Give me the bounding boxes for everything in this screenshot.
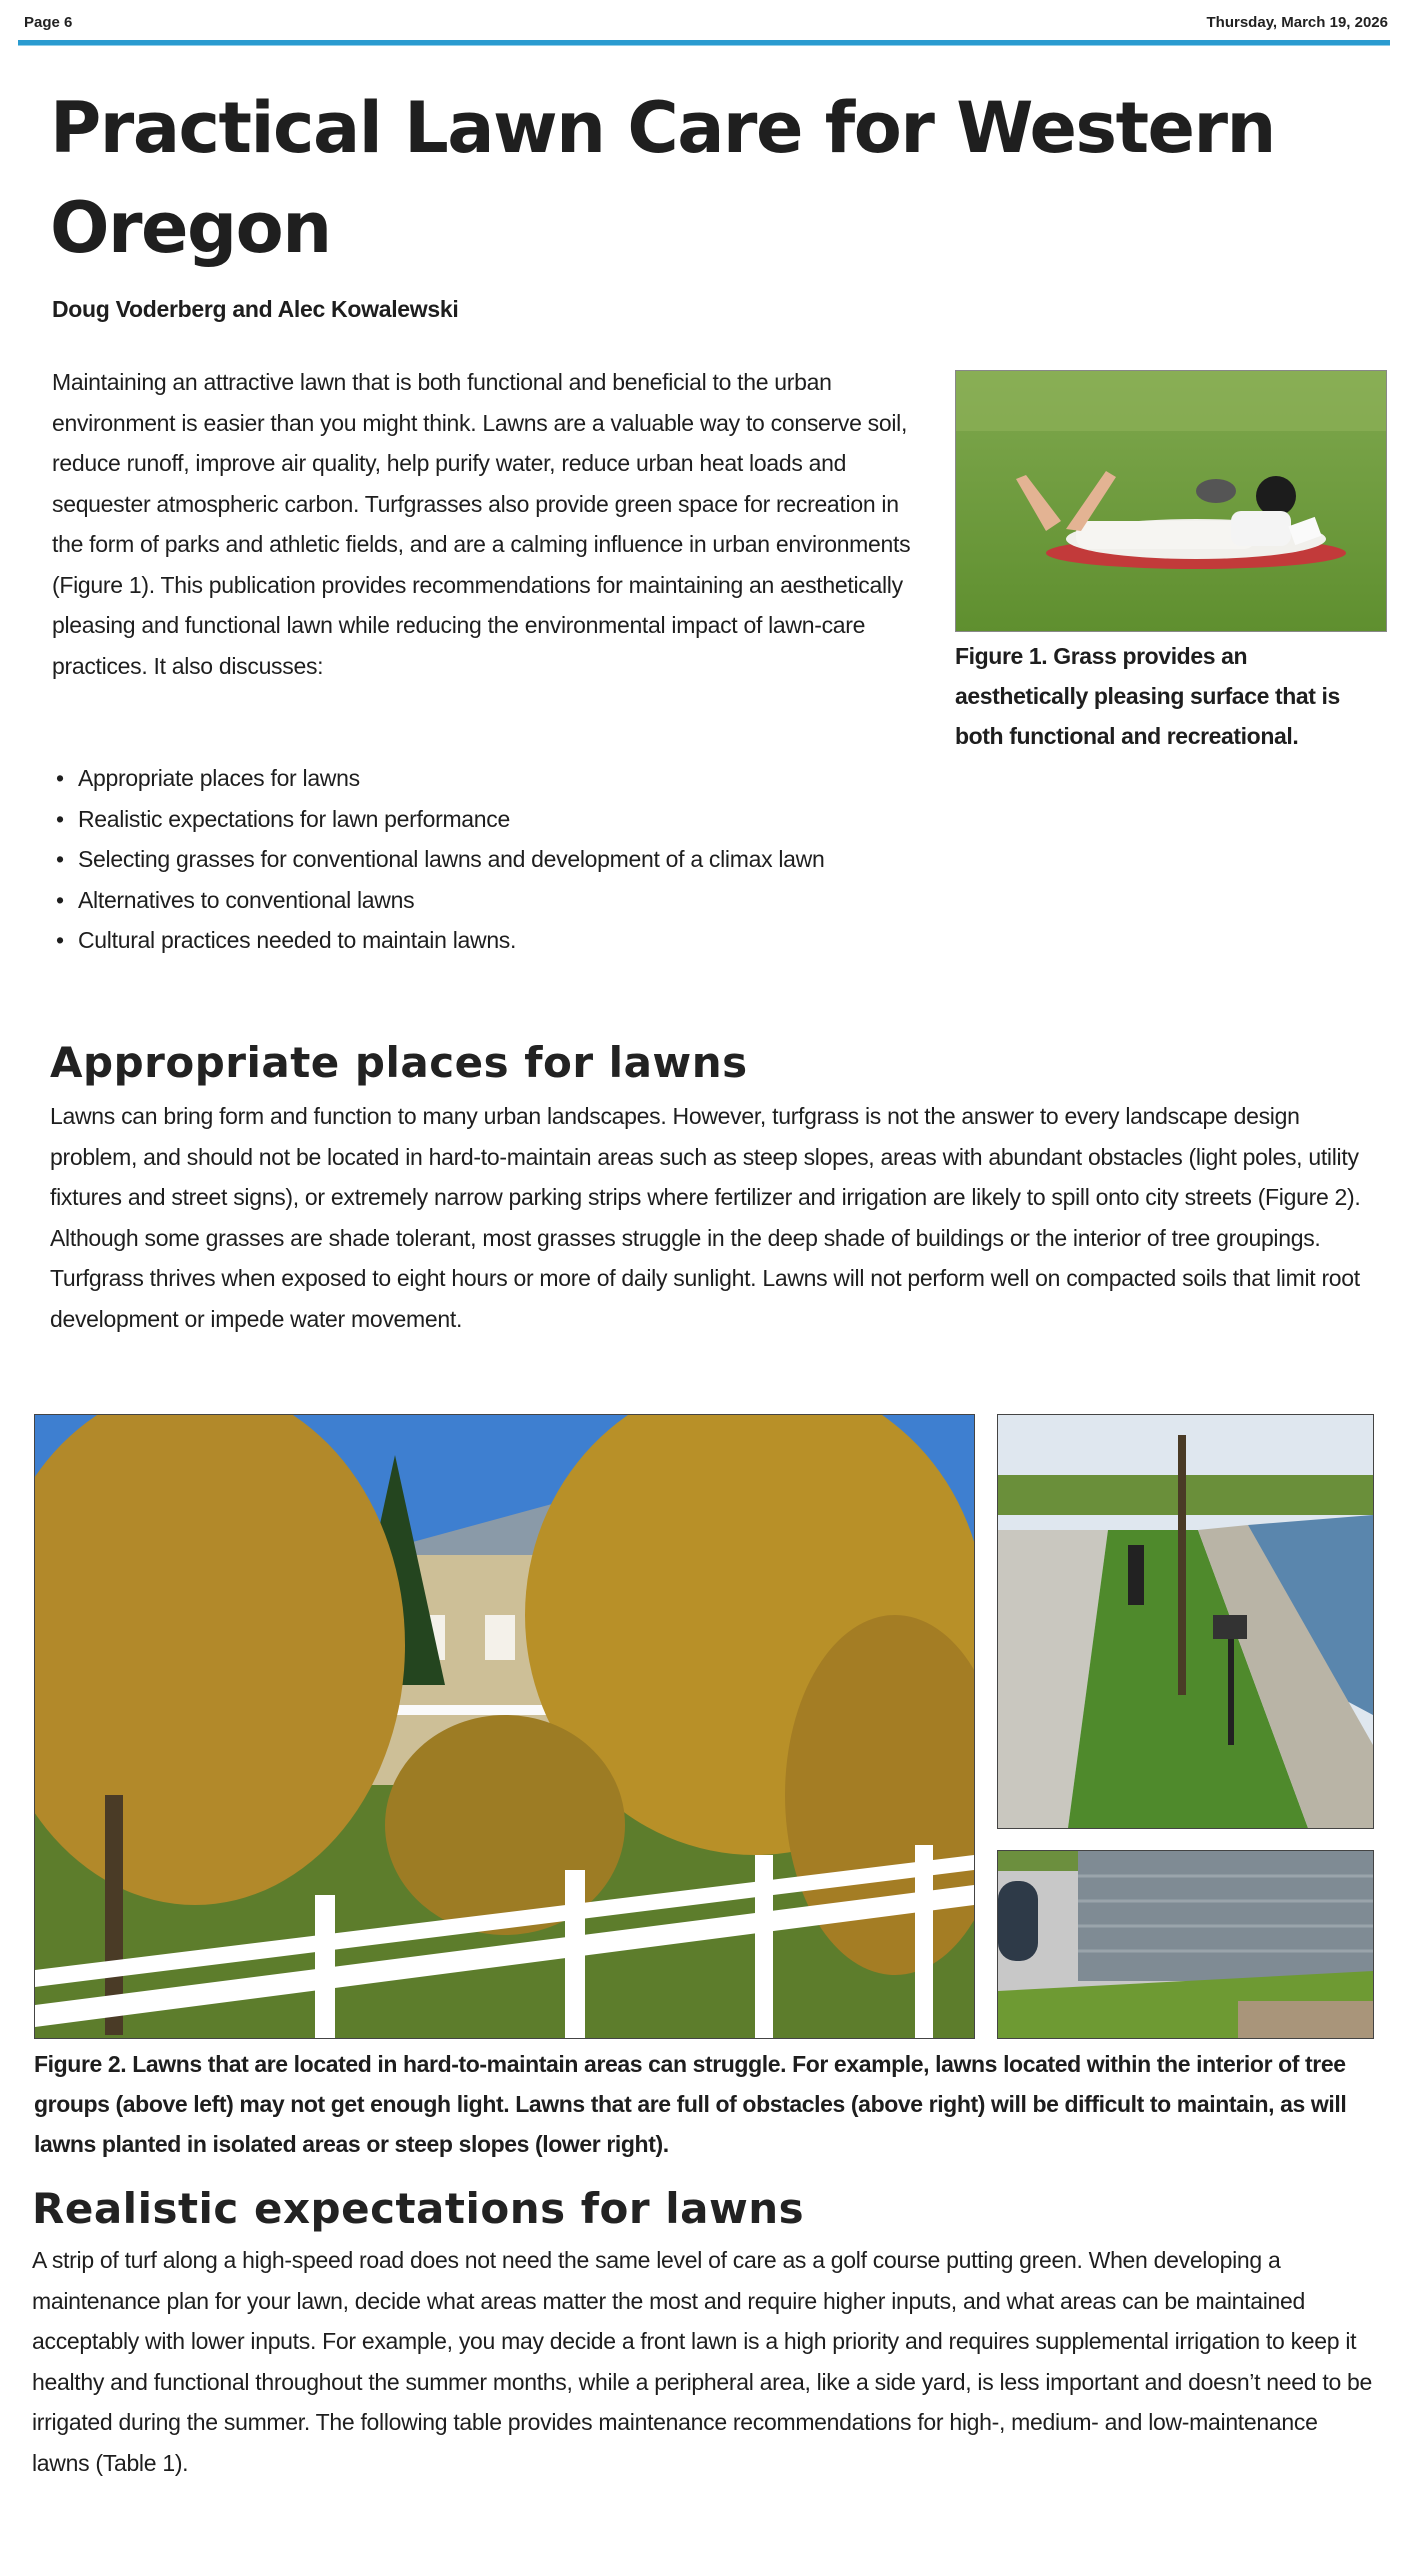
header-rule <box>18 40 1390 46</box>
figure2-caption: Figure 2. Lawns that are located in hard-to-maintain areas can struggle. For example, lawns located within the interior of tree groups (above left) may not get enough light. Lawns that are full of obstacles (above right) will be difficult to maintain, as will lawns planted in isolated areas or steep slopes (lower right). <box>34 2051 1347 2157</box>
page-header <box>0 0 1404 50</box>
section1-paragraph: Lawns can bring form and function to many urban landscapes. However, turfgrass is not the answer to every landscape design problem, and should not be located in hard-to-maintain areas such as steep slopes, areas with abundant obstacles (light poles, utility fixtures and street signs), or extremely narrow parking strips where fertilizer and irrigation are likely to spill onto city streets (Figure 2). Although some grasses are shade tolerant, most grasses struggle in the deep shade of buildings or the interior of tree groupings. Turfgrass thrives when exposed to eight hours or more of daily sunlight. Lawns will not perform well on compacted soils that limit root development or impede water movement. <box>50 1103 1361 1332</box>
section-heading: Appropriate places for lawns <box>50 1038 748 1087</box>
figure2-photo-isolated <box>997 1850 1374 2039</box>
list-item: • Selecting grasses for conventional lawns and development of a climax lawn <box>52 839 932 880</box>
publication-date: Thursday, March 19, 2026 <box>1206 14 1388 31</box>
list-item: • Alternatives to conventional lawns <box>52 880 932 921</box>
article-title: Practical Lawn Care for Western Oregon <box>50 87 1275 269</box>
list-item: • Appropriate places for lawns <box>52 758 932 799</box>
topic-list <box>52 758 932 961</box>
figure2-photo-obstacles <box>997 1414 1374 1829</box>
intro-paragraph: Maintaining an attractive lawn that is both functional and beneficial to the urban environment is easier than you might think. Lawns are a valuable way to conserve soil, reduce runoff, improve air quality, help purify water, reduce urban heat loads and sequester atmospheric carbon. Turfgrasses also provide green space for recreation in the form of parks and athletic fields, and are a calming influence in urban environments (Figure 1). This publication provides recommendations for maintaining an aesthetically pleasing and functional lawn while reducing the environmental impact of lawn-care practices. It also discusses: <box>52 369 911 679</box>
page-number: Page 6 <box>24 14 73 31</box>
figure2-photo-trees <box>34 1414 975 2039</box>
figure1-caption: Figure 1. Grass provides an aesthetically pleasing surface that is both functional and recreational. <box>955 643 1340 749</box>
figure1-photo <box>955 370 1387 632</box>
section2-paragraph: A strip of turf along a high-speed road does not need the same level of care as a golf course putting green. When developing a maintenance plan for your lawn, decide what areas matter the most and require higher inputs, and what areas can be maintained acceptably with lower inputs. For example, you may decide a front lawn is a high priority and requires supplemental irrigation to keep it healthy and functional throughout the summer months, while a peripheral area, like a side yard, is less important and doesn’t need to be irrigated during the summer. The following table provides maintenance recommendations for high-, medium- and low-maintenance lawns (Table 1). <box>32 2247 1373 2476</box>
section-heading: Realistic expectations for lawns <box>32 2184 805 2233</box>
article-authors: Doug Voderberg and Alec Kowalewski <box>52 296 459 322</box>
list-item: • Cultural practices needed to maintain lawns. <box>52 920 932 961</box>
list-item: • Realistic expectations for lawn performance <box>52 799 932 840</box>
